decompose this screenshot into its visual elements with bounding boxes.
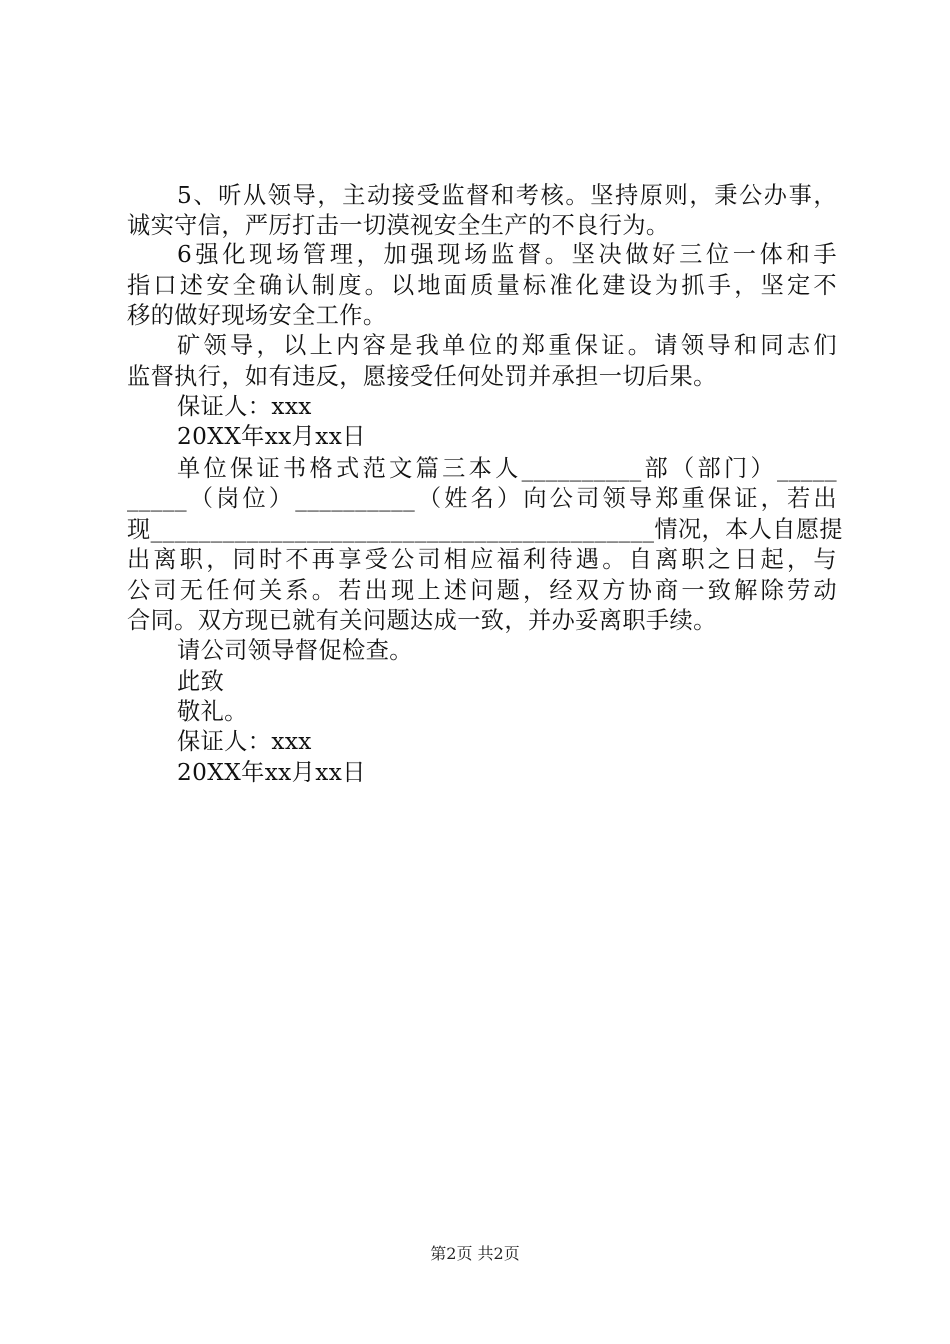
text-line: 指口述安全确认制度。以地面质量标准化建设为抓手，坚定不 (127, 272, 837, 299)
text-line: 移的做好现场安全工作。 (127, 302, 387, 329)
text-line: 合同。双方现已就有关问题达成一致，并办妥离职手续。 (127, 607, 717, 634)
text-line: 此致 (177, 668, 225, 695)
text-line: 矿领导，以上内容是我单位的郑重保证。请领导和同志们 (177, 332, 837, 359)
page-number-footer: 第2页 共2页 (430, 1244, 520, 1263)
text-line: 监督执行，如有违反，愿接受任何处罚并承担一切后果。 (127, 363, 717, 390)
text-line: 出离职，同时不再享受公司相应福利待遇。自离职之日起，与 (127, 546, 837, 573)
text-line: 请公司领导督促检查。 (177, 637, 413, 664)
text-line: 5、听从领导，主动接受监督和考核。坚持原则，秉公办事， (177, 182, 837, 209)
text-line: 现__________________________________________情况，本人自愿提 (127, 516, 844, 543)
text-line: 6强化现场管理，加强现场监督。坚决做好三位一体和手 (177, 241, 837, 268)
text-line: 20XX年xx月xx日 (177, 759, 366, 786)
text-line: 敬礼。 (177, 698, 248, 725)
text-line: 保证人：xxx (177, 393, 312, 420)
text-line: 公司无任何关系。若出现上述问题，经双方协商一致解除劳动 (127, 577, 837, 604)
text-line: _____（岗位）__________（姓名）向公司领导郑重保证，若出 (127, 485, 837, 512)
text-line: 诚实守信，严厉打击一切漠视安全生产的不良行为。 (127, 212, 670, 239)
text-line: 单位保证书格式范文篇三本人__________部（部门）_____ (177, 455, 837, 482)
text-line: 保证人：xxx (177, 728, 312, 755)
text-line: 20XX年xx月xx日 (177, 423, 366, 450)
